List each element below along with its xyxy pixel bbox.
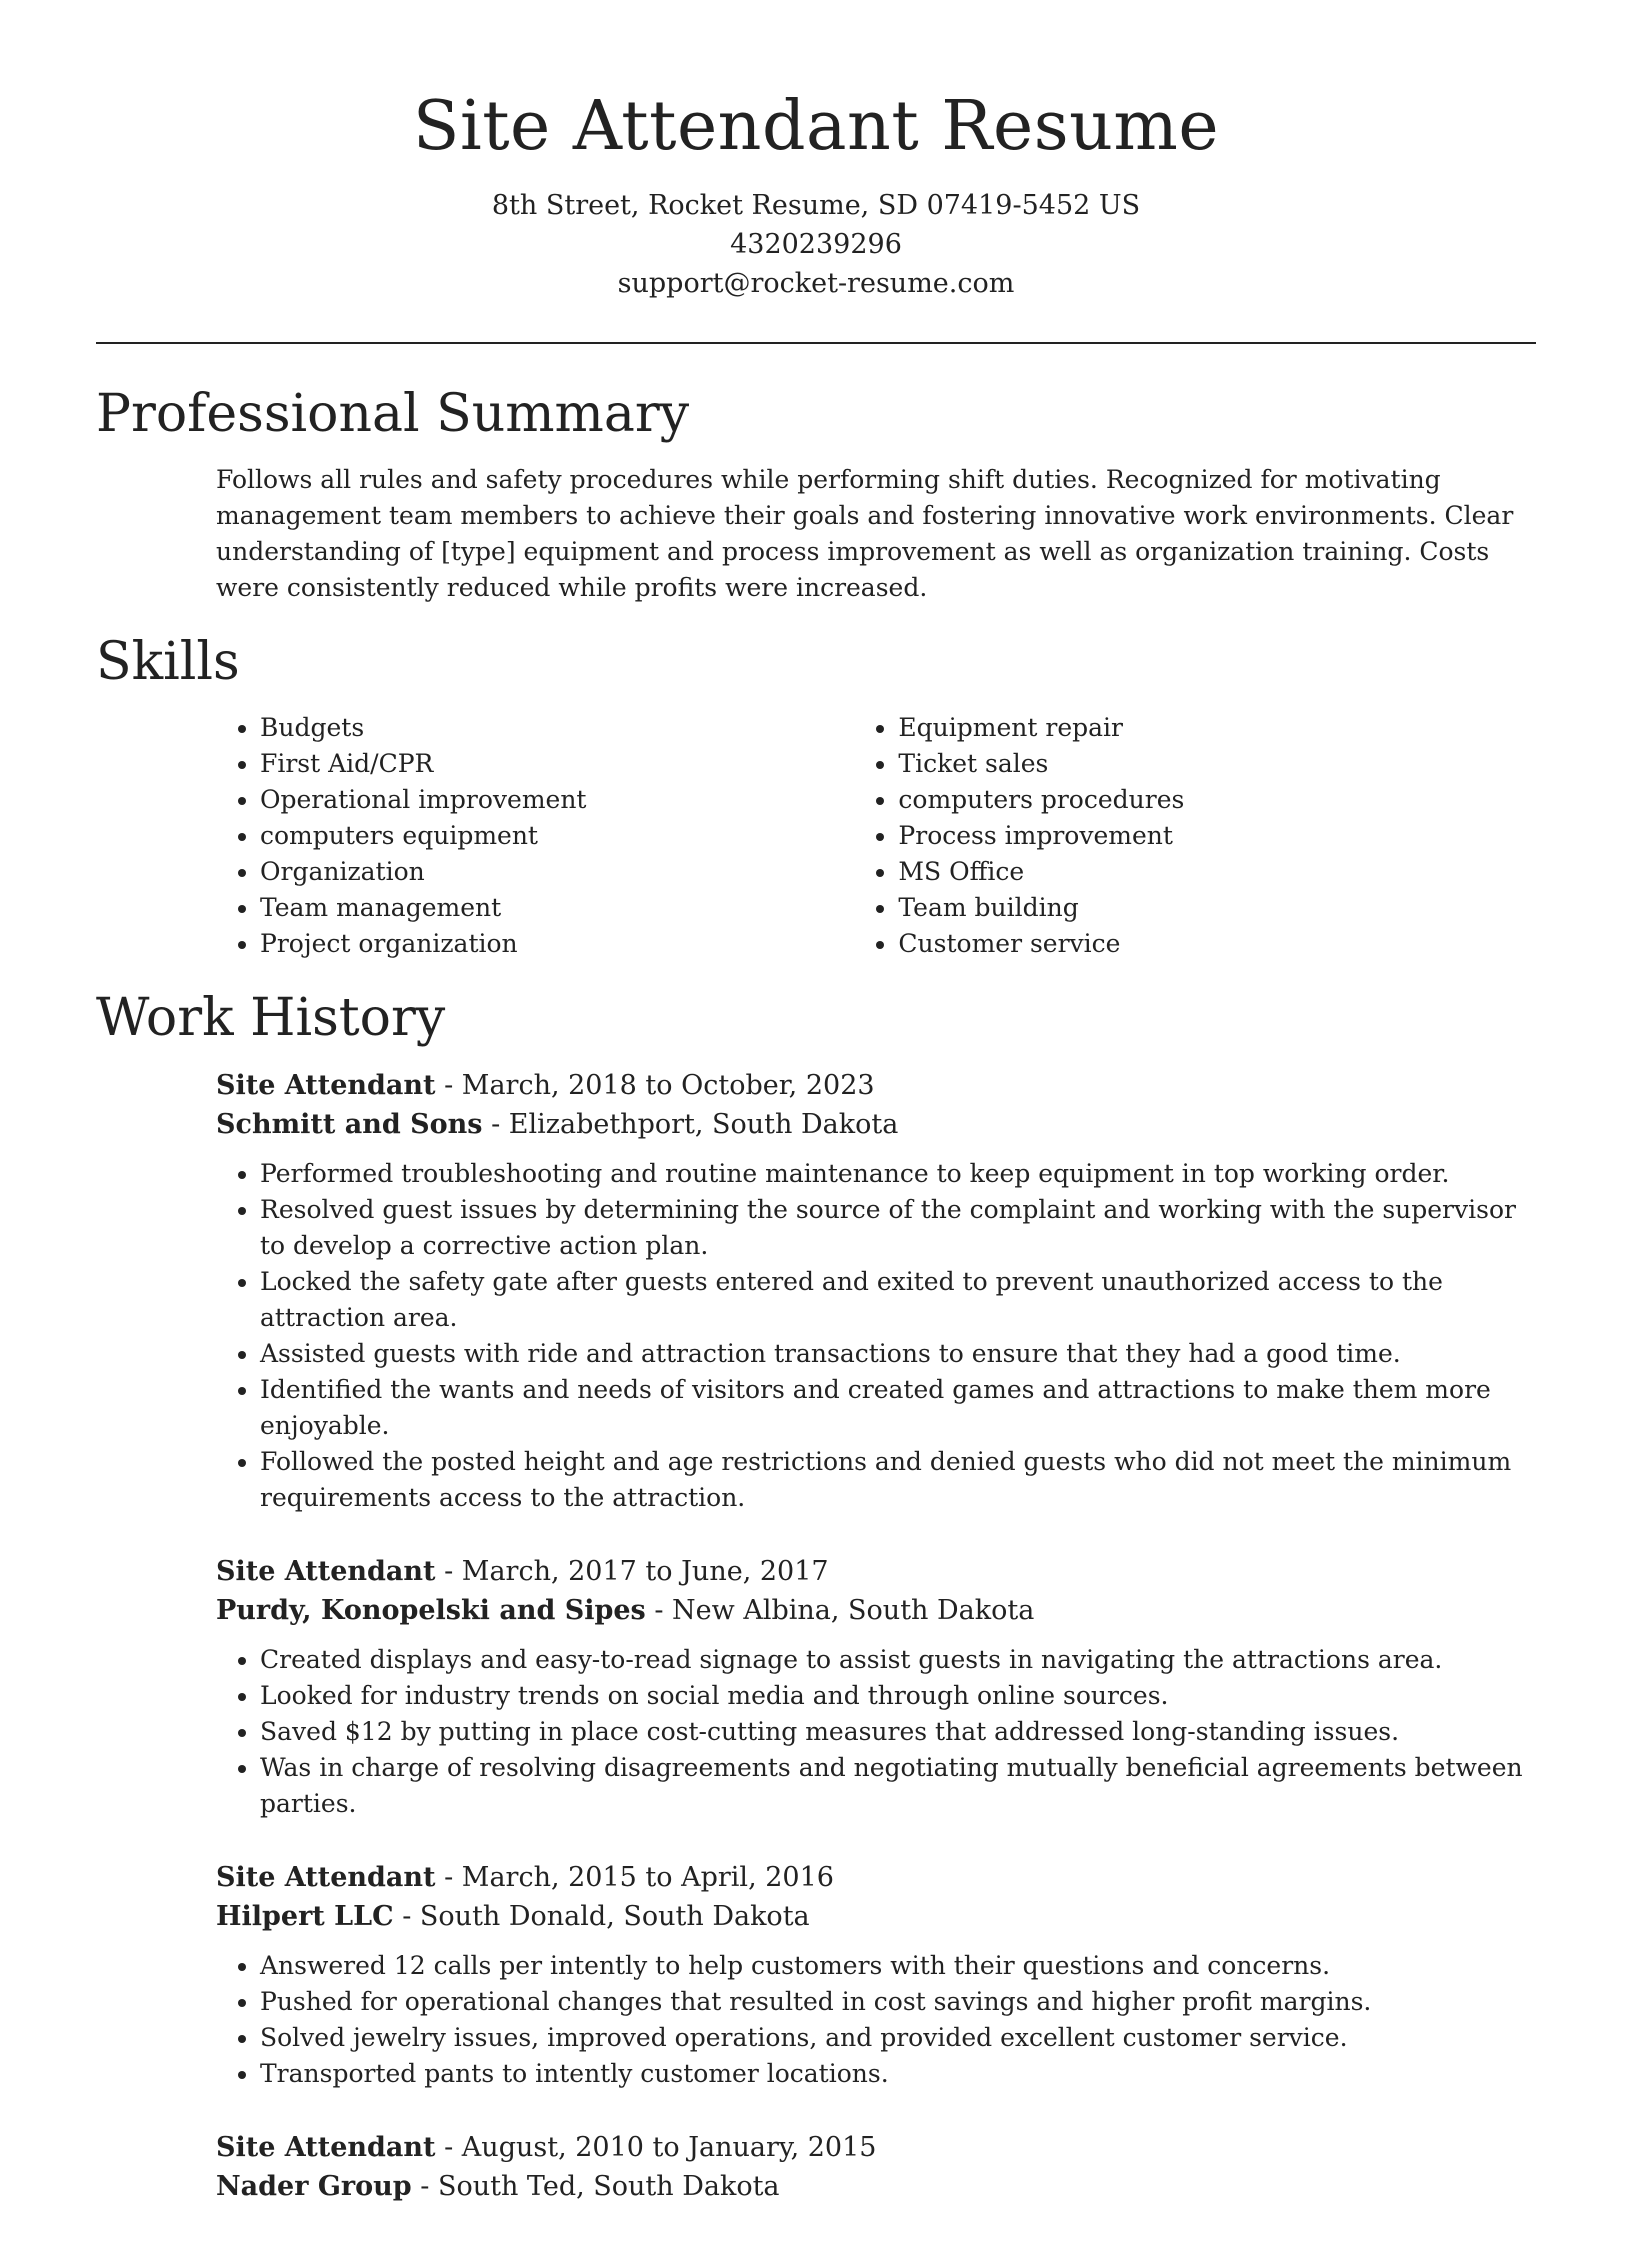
job-company: Schmitt and Sons [216, 1109, 483, 1140]
job-dates: - March, 2017 to June, 2017 [435, 1556, 829, 1587]
skill-item: • computers equipment [260, 818, 854, 854]
job-duty: • Identified the wants and needs of visitors and created games and attractions to make them more enjoyable. [260, 1372, 1546, 1444]
skill-item: • computers procedures [898, 782, 1536, 818]
contact-email: support@rocket-resume.com [617, 268, 1015, 299]
job-heading [216, 1066, 1546, 1105]
job-duty: • Was in charge of resolving disagreements and negotiating mutually beneficial agreements between parties. [260, 1750, 1546, 1822]
skill-item: • Customer service [898, 926, 1536, 962]
section-title-summary: Professional Summary [96, 384, 690, 444]
job-dates: - March, 2018 to October, 2023 [435, 1070, 875, 1101]
job-duty: • Resolved guest issues by determining the source of the complaint and working with the supervisor to develop a corrective action plan. [260, 1192, 1546, 1264]
skills-column-left [216, 710, 854, 962]
skill-item: • Team management [260, 890, 854, 926]
summary-text: Follows all rules and safety procedures while performing shift duties. Recognized for motivating management team members to achieve their goals and fostering innovative work environments. Clear understanding of [type] equipment and process improvement as well as organization training. Costs were consistently reduced while profits were increased. [216, 465, 1514, 602]
skill-item: • Team building [898, 890, 1536, 926]
job-duty: • Saved $12 by putting in place cost-cutting measures that addressed long-standing issues. [260, 1714, 1546, 1750]
job-duty: • Solved jewelry issues, improved operations, and provided excellent customer service. [260, 2020, 1546, 2056]
job-duty: • Pushed for operational changes that resulted in cost savings and higher profit margins. [260, 1984, 1546, 2020]
resume-header [0, 0, 1632, 303]
job-entry [216, 1552, 1546, 1822]
section-title-work-history: Work History [96, 988, 446, 1048]
skill-item: • Project organization [260, 926, 854, 962]
job-title: Site Attendant [216, 1070, 436, 1101]
skill-item: • Equipment repair [898, 710, 1536, 746]
skill-item: • Process improvement [898, 818, 1536, 854]
job-heading [216, 2128, 1546, 2167]
job-duty: • Followed the posted height and age restrictions and denied guests who did not meet the minimum requirements access to the attraction. [260, 1444, 1546, 1516]
job-duty: • Created displays and easy-to-read signage to assist guests in navigating the attractions area. [260, 1642, 1546, 1678]
job-duty: • Assisted guests with ride and attraction transactions to ensure that they had a good time. [260, 1336, 1546, 1372]
resume-title: Site Attendant Resume [412, 87, 1220, 166]
job-duty: • Answered 12 calls per intently to help customers with their questions and concerns. [260, 1948, 1546, 1984]
skill-item: • Ticket sales [898, 746, 1536, 782]
job-location: - South Donald, South Dakota [393, 1901, 810, 1932]
job-title: Site Attendant [216, 1862, 436, 1893]
work-history-list [216, 1066, 1546, 2242]
job-entry [216, 1066, 1546, 1516]
job-employer [216, 1105, 1546, 1144]
job-duties [216, 1642, 1546, 1822]
job-duty: • Locked the safety gate after guests entered and exited to prevent unauthorized access to the attraction area. [260, 1264, 1546, 1336]
job-employer [216, 1591, 1546, 1630]
job-title: Site Attendant [216, 1556, 436, 1587]
job-heading [216, 1552, 1546, 1591]
skill-item: • MS Office [898, 854, 1536, 890]
job-dates: - March, 2015 to April, 2016 [435, 1862, 834, 1893]
skill-item: • Organization [260, 854, 854, 890]
job-company: Hilpert LLC [216, 1901, 394, 1932]
job-heading [216, 1858, 1546, 1897]
skills-list [216, 710, 1536, 962]
skill-item: • Operational improvement [260, 782, 854, 818]
job-employer [216, 1897, 1546, 1936]
contact-address: 8th Street, Rocket Resume, SD 07419-5452 US [491, 190, 1141, 221]
skills-column-right [854, 710, 1536, 962]
job-employer [216, 2167, 1546, 2206]
section-title-skills: Skills [96, 632, 240, 692]
job-location: - Elizabethport, South Dakota [482, 1109, 899, 1140]
skill-item: • Budgets [260, 710, 854, 746]
job-entry [216, 1858, 1546, 2092]
job-duties [216, 1948, 1546, 2092]
job-company: Nader Group [216, 2171, 412, 2202]
header-divider [96, 342, 1536, 344]
job-duty: • Transported pants to intently customer locations. [260, 2056, 1546, 2092]
skill-item: • First Aid/CPR [260, 746, 854, 782]
job-company: Purdy, Konopelski and Sipes [216, 1595, 646, 1626]
contact-phone: 4320239296 [730, 229, 902, 260]
job-title: Site Attendant [216, 2132, 436, 2163]
job-location: - South Ted, South Dakota [411, 2171, 780, 2202]
job-duty: • Looked for industry trends on social media and through online sources. [260, 1678, 1546, 1714]
job-duty: • Performed troubleshooting and routine maintenance to keep equipment in top working order. [260, 1156, 1546, 1192]
job-location: - New Albina, South Dakota [645, 1595, 1035, 1626]
job-entry [216, 2128, 1546, 2206]
job-dates: - August, 2010 to January, 2015 [435, 2132, 877, 2163]
job-duties [216, 1156, 1546, 1516]
